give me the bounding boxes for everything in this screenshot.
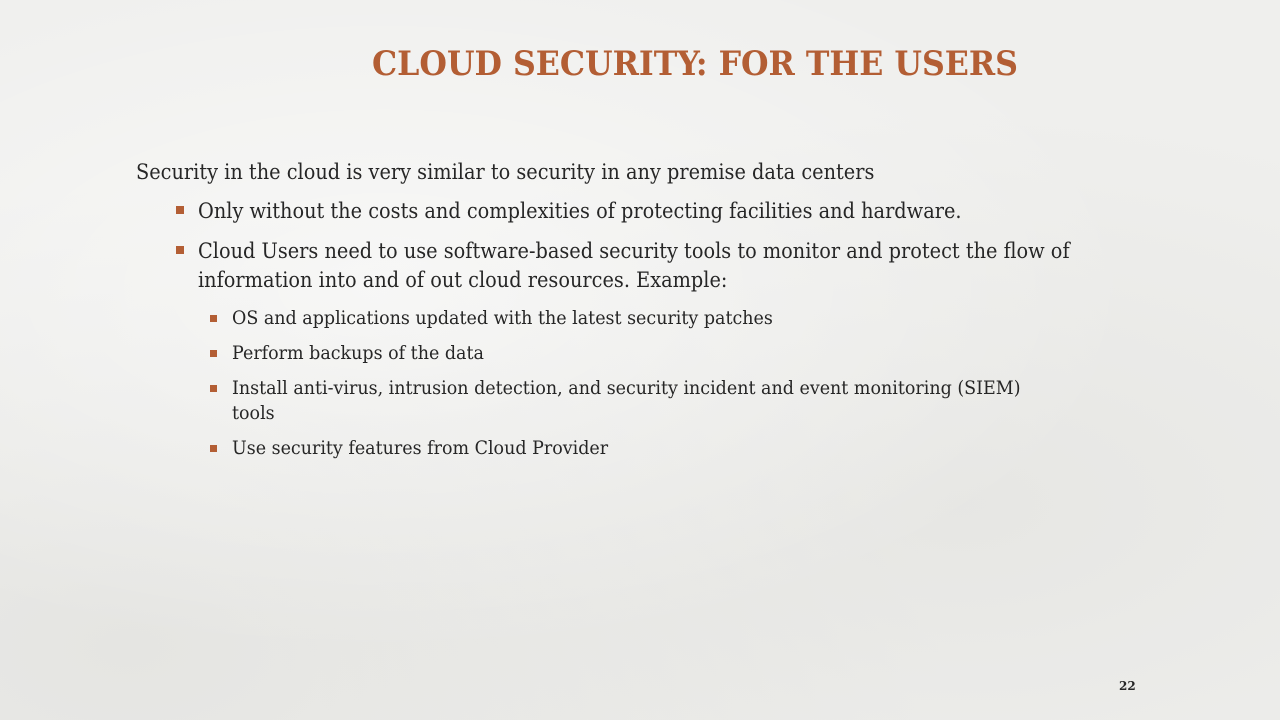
bullet-text: Cloud Users need to use software-based security tools to monitor and protect the flow of information into and of out cloud resources. Example: — [198, 239, 1070, 292]
sub-bullet-text: Perform backups of the data — [232, 342, 484, 364]
square-bullet-icon — [210, 385, 217, 392]
sub-bullet-text: Use security features from Cloud Provider — [232, 437, 609, 459]
slide-number: 22 — [1119, 679, 1136, 693]
intro-text: Security in the cloud is very similar to security in any premise data centers — [136, 160, 875, 184]
bullet-item — [136, 237, 1146, 295]
slide-content — [136, 157, 1146, 471]
square-bullet-icon — [210, 315, 217, 322]
square-bullet-icon — [210, 445, 217, 452]
sub-bullet-item — [136, 376, 1146, 426]
sub-bullet-item — [136, 306, 1146, 331]
sub-bullet-text: OS and applications updated with the latest security patches — [232, 307, 773, 329]
bullet-item — [136, 197, 1146, 226]
square-bullet-icon — [176, 206, 184, 214]
slide-title: CLOUD SECURITY: FOR THE USERS — [372, 44, 1018, 84]
sub-bullet-item — [136, 436, 1146, 461]
sub-bullet-item — [136, 341, 1146, 366]
square-bullet-icon — [176, 246, 184, 254]
sub-bullet-text: Install anti-virus, intrusion detection, and security incident and event monitoring (SIEM) tools — [232, 377, 1021, 424]
bullet-text: Only without the costs and complexities of protecting facilities and hardware. — [198, 199, 962, 223]
square-bullet-icon — [210, 350, 217, 357]
